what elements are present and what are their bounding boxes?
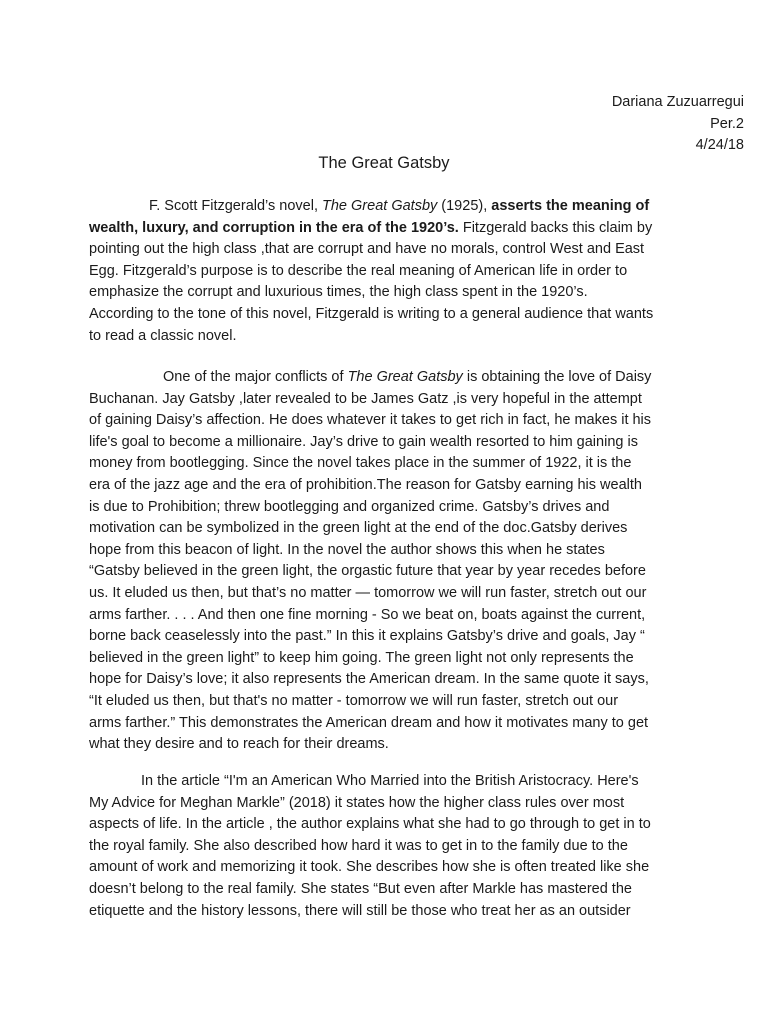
paragraph-line: My Advice for Meghan Markle” (2018) it states how the higher class rules over most — [89, 794, 625, 811]
paragraph-line: hope for Daisy’s love; it also represents the American dream. In the same quote it says, — [89, 671, 649, 688]
paragraph-line: In the article “I'm an American Who Married into the British Aristocracy. Here's — [141, 773, 639, 789]
paragraph-line: pointing out the high class ,that are corrupt and have no morals, control West and East — [89, 241, 645, 258]
paragraph-line: money from bootlegging. Since the novel takes place in the summer of 1922, it is the — [89, 455, 632, 472]
paragraph-line: era of the jazz age and the era of prohibition.The reason for Gatsby earning his wealth — [89, 476, 642, 493]
paragraph-line: “Gatsby believed in the green light, the orgastic future that year by year recedes before — [89, 563, 646, 580]
paragraph-line: us. It eluded us then, but that’s no matter — tomorrow we will run faster, stretch out our — [89, 584, 647, 601]
paragraph-line: doesn’t belong to the real family. She states “But even after Markle has mastered the — [89, 880, 632, 897]
paragraph-line: is due to Prohibition; threw bootlegging and organized crime. Gatsby’s drives and — [89, 498, 610, 515]
paragraph-line: life's goal to become a millionaire. Jay’s drive to gain wealth resorted to him gaining is — [89, 433, 638, 450]
paragraph-1 — [89, 196, 689, 347]
paragraph-line: wealth, luxury, and corruption in the era of the 1920’s. Fitzgerald backs this claim by — [89, 219, 653, 236]
paragraph-line: amount of work and memorizing it took. She describes how she is often treated like she — [89, 859, 650, 876]
book-title: The Great Gatsby — [347, 369, 463, 385]
paragraph-line: emphasize the corrupt and luxurious times, the high class spent in the 1920’s. — [89, 284, 588, 301]
document-title: The Great Gatsby — [318, 154, 450, 172]
paragraph-line: borne back ceaselessly into the past.” In this it explains Gatsby’s drive and goals, Jay “ — [89, 628, 645, 645]
paragraph-line: Buchanan. Jay Gatsby ,later revealed to be James Gatz ,is very hopeful in the attempt — [89, 390, 642, 407]
paragraph-line: what they desire and to reach for their dreams. — [89, 736, 389, 753]
header-block — [612, 92, 744, 157]
paragraph-line: arms farther. . . . And then one fine morning - So we beat on, boats against the current, — [89, 606, 646, 623]
paragraph-line: believed in the green light” to keep him going. The green light not only represents the — [89, 649, 634, 666]
paragraph-line: One of the major conflicts of The Great Gatsby is obtaining the love of Daisy — [163, 369, 652, 385]
paragraph-line: hope from this beacon of light. In the novel the author shows this when he states — [89, 541, 605, 558]
date: 4/24/18 — [695, 137, 744, 153]
paragraph-line: Egg. Fitzgerald’s purpose is to describe the real meaning of American life in order to — [89, 262, 628, 279]
paragraph-3 — [89, 771, 689, 922]
paragraph-line: According to the tone of this novel, Fitzgerald is writing to a general audience that wants — [89, 305, 654, 322]
class-period: Per.2 — [710, 115, 744, 132]
paragraph-line: “It eluded us then, but that's no matter - tomorrow we will run faster, stretch out our — [89, 692, 619, 709]
paragraph-line: etiquette and the history lessons, there will still be those who treat her as an outsider — [89, 902, 631, 919]
thesis-text: asserts the meaning of — [491, 198, 650, 214]
paragraph-line: of gaining Daisy’s affection. He does whatever it takes to get rich in fact, he makes it his — [89, 412, 652, 429]
book-title: The Great Gatsby — [322, 198, 438, 214]
paragraph-line: motivation can be symbolized in the green light at the end of the doc.Gatsby derives — [89, 520, 628, 537]
paragraph-line: aspects of life. In the article , the author explains what she had to go through to get in to — [89, 816, 651, 833]
paragraph-line: arms farther.” This demonstrates the American dream and how it motivates many to get — [89, 714, 649, 731]
thesis-text: wealth, luxury, and corruption in the era of the 1920’s. — [89, 219, 459, 236]
paragraph-line: the royal family. She also described how hard it was to get in to the family due to the — [89, 837, 628, 854]
paragraph-line: to read a classic novel. — [89, 327, 237, 344]
author-name: Dariana Zuzuarregui — [611, 94, 744, 110]
paragraph-2 — [89, 367, 689, 756]
paragraph-line: F. Scott Fitzgerald’s novel, The Great Gatsby (1925), asserts the meaning of — [149, 198, 650, 214]
